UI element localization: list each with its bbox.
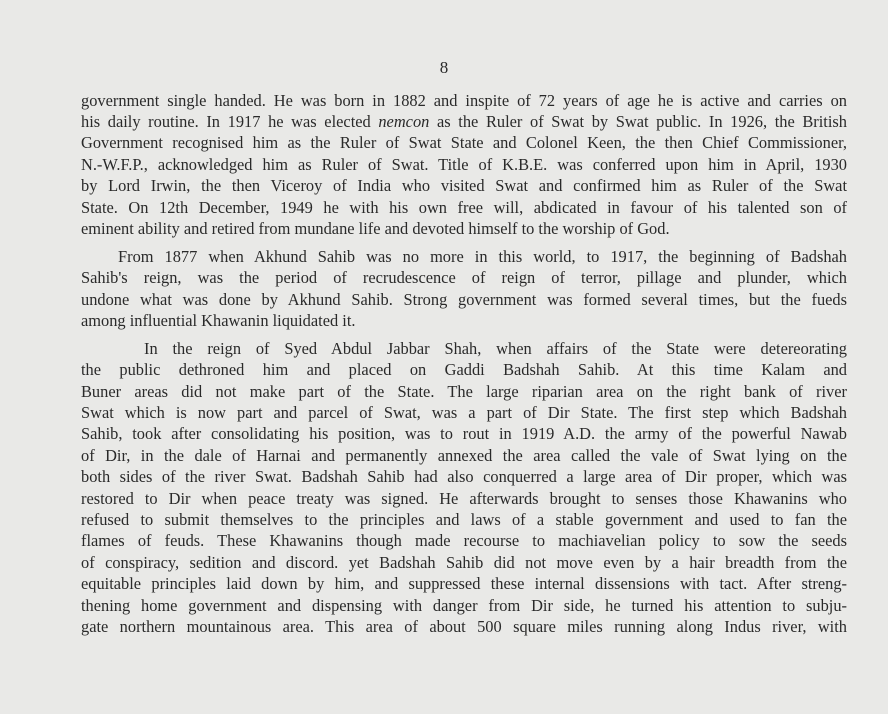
text-line: by Lord Irwin, the then Viceroy of India who visited Swat and confirmed him as Ruler of the Swat xyxy=(81,176,847,196)
text-line: Sahib's reign, was the period of recrudescence of reign of terror, pillage and plunder, which xyxy=(81,268,847,288)
text-line: eminent ability and retired from mundane life and devoted himself to the worship of God. xyxy=(81,218,670,238)
body-text xyxy=(81,90,847,637)
text-line: among influential Khawanin liquidated it. xyxy=(81,311,356,331)
text-line: the public dethroned him and placed on Gaddi Badshah Sahib. At this time Kalam and xyxy=(81,360,847,380)
text-line: his daily routine. In 1917 he was elected nemcon as the Ruler of Swat by Swat public. In 1926, the British xyxy=(81,112,847,131)
text-line: of Dir, in the dale of Harnai and permanently annexed the area called the vale of Swat lying on the xyxy=(81,445,847,465)
text-line: Buner areas did not make part of the State. The large riparian area on the right bank of river xyxy=(81,381,847,401)
text-line: equitable principles laid down by him, and suppressed these internal dissensions with tact. After streng- xyxy=(81,574,847,594)
page-number: 8 xyxy=(439,58,449,77)
text-line: undone what was done by Akhund Sahib. Strong government was formed several times, but the fueds xyxy=(81,289,847,309)
text-line: N.-W.F.P., acknowledged him as Ruler of Swat. Title of K.B.E. was conferred upon him in April, 1930 xyxy=(81,154,847,174)
paragraph-3 xyxy=(81,338,847,637)
text-line: Government recognised him as the Ruler of Swat State and Colonel Keen, the then Chief Commissioner, xyxy=(81,133,847,153)
text-line: Sahib, took after consolidating his position, was to rout in 1919 A.D. the army of the powerful Nawab xyxy=(81,424,847,444)
paragraph-2 xyxy=(81,246,847,332)
text-line: In the reign of Syed Abdul Jabbar Shah, when affairs of the State were detereorating xyxy=(144,338,847,358)
text-line: restored to Dir when peace treaty was signed. He afterwards brought to senses those Khawanins who xyxy=(81,488,847,508)
text-line: of conspiracy, sedition and discord. yet Badshah Sahib did not move even by a hair breadth from the xyxy=(81,552,847,572)
text-line: gate northern mountainous area. This area of about 500 square miles running along Indus river, with xyxy=(81,616,847,636)
text-line: flames of feuds. These Khawanins though made recourse to machiavelian policy to sow the seeds xyxy=(81,531,847,551)
text-line: both sides of the river Swat. Badshah Sahib had also conquerred a large area of Dir proper, which was xyxy=(81,467,847,487)
paragraph-1 xyxy=(81,90,847,239)
text-line: government single handed. He was born in 1882 and inspite of 72 years of age he is active and carries on xyxy=(81,91,847,110)
text-line: From 1877 when Akhund Sahib was no more in this world, to 1917, the beginning of Badshah xyxy=(118,246,847,266)
text-line: Swat which is now part and parcel of Swat, was a part of Dir State. The first step which Badshah xyxy=(81,403,847,423)
text-line: refused to submit themselves to the principles and laws of a stable government and used to fan the xyxy=(81,510,847,530)
text-line: State. On 12th December, 1949 he with his own free will, abdicated in favour of his talented son of xyxy=(81,197,847,217)
text-line: thening home government and dispensing with danger from Dir side, he turned his attention to subju- xyxy=(81,595,847,615)
